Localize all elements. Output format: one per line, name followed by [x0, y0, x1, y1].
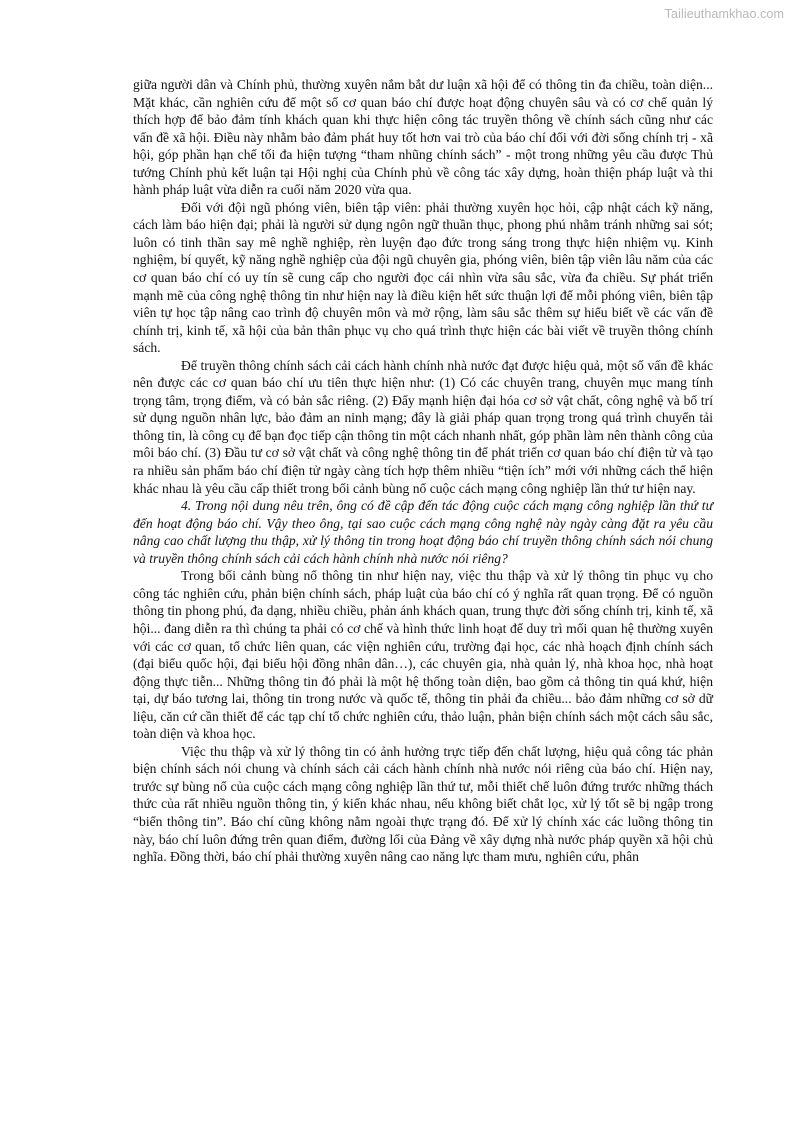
paragraph-reporters: Đối với đội ngũ phóng viên, biên tập viên: phải thường xuyên học hỏi, cập nhật cách kỹ năng, cách làm báo hiện đại; phải là người sử dụng ngôn ngữ thuần thục, phong phú nhằm tránh những sai sót; luôn có tinh thần say mê nghề nghiệp, rèn luyện đạo đức trong sáng trong thực hiện nhiệm vụ. Kinh nghiệm, bí quyết, kỹ năng nghề nghiệp của đội ngũ chuyên gia, phóng viên, biên tập viên lâu năm của các cơ quan báo chí có uy tín sẽ cung cấp cho người đọc cái nhìn vừa sâu sắc, vừa đa chiều. Sự phát triển mạnh mẽ của công nghệ thông tin như hiện nay là điều kiện hết sức thuận lợi để mỗi phóng viên, biên tập viên tự học tập nâng cao trình độ chuyên môn và mở rộng, làm sâu sắc thêm sự hiểu biết về các vấn đề chính trị, kinh tế, xã hội của bản thân phục vụ cho quá trình thực hiện các bài viết về truyền thông chính sách.	[133, 199, 713, 356]
watermark: Tailieuthamkhao.com	[664, 7, 784, 21]
paragraph-information-context: Trong bối cảnh bùng nổ thông tin như hiện nay, việc thu thập và xử lý thông tin phục vụ cho công tác nghiên cứu, phản biện chính sách, pháp luật của báo chí có ý nghĩa rất quan trọng. Để có nguồn thông tin phong phú, đa dạng, nhiều chiều, phản ánh khách quan, trung thực đời sống chính trị, kinh tế, xã hội... đang diễn ra thì chúng ta phải có cơ chế và hình thức linh hoạt để duy trì mối quan hệ thường xuyên với các cơ quan, tổ chức liên quan, các viện nghiên cứu, trường đại học, các nhà hoạch định chính sách (đại biểu quốc hội, đại biểu hội đồng nhân dân…), các chuyên gia, nhà quản lý, nhà khoa học, nhà hoạt động thực tiễn... Những thông tin đó phải là một hệ thống toàn diện, bao gồm cả thông tin quá khứ, hiện tại, dự báo tương lai, thông tin trong nước và quốc tế, thông tin phải đa chiều... bảo đảm những cơ sở dữ liệu, căn cứ cần thiết để các tạp chí tổ chức nghiên cứu, thảo luận, phản biện chính sách một cách sâu sắc, toàn diện và khoa học.	[133, 568, 713, 742]
paragraph-continued: giữa người dân và Chính phủ, thường xuyên nắm bắt dư luận xã hội để có thông tin đa chiều, toàn diện... Mặt khác, cần nghiên cứu để một số cơ quan báo chí được hoạt động chuyên sâu và có cơ chế quản lý thích hợp để bảo đảm tính khách quan khi thực hiện công tác truyền thông về chính sách cũng như các vấn đề xã hội. Điều này nhằm bảo đảm phát huy tốt hơn vai trò của báo chí đối với đời sống chính trị - xã hội, góp phần hạn chế tối đa hiện tượng “tham nhũng chính sách” - một trong những yêu cầu được Thủ tướng Chính phủ kết luận tại Hội nghị của Chính phủ về công tác xây dựng, hoàn thiện pháp luật và thi hành pháp luật vừa diễn ra cuối năm 2020 vừa qua.	[133, 77, 713, 198]
paragraph-priorities: Để truyền thông chính sách cải cách hành chính nhà nước đạt được hiệu quả, một số vấn đề khác nên được các cơ quan báo chí ưu tiên thực hiện như: (1) Có các chuyên trang, chuyên mục mang tính trọng tâm, trọng điểm, và có bản sắc riêng. (2) Đẩy mạnh hiện đại hóa cơ sở vật chất, công nghệ và bố trí sử dụng nguồn nhân lực, bảo đảm an ninh mạng; đây là giải pháp quan trọng trong quá trình chuyển tải thông tin, là công cụ để bạn đọc tiếp cận thông tin một cách nhanh nhất, góp phần làm nên thành công của môi báo chí. (3) Đầu tư cơ sở vật chất và công nghệ thông tin để phát triển cơ quan báo chí điện tử và tạo ra nhiều sản phẩm báo chí điện tử ngày càng tích hợp thêm nhiều “tiện ích” mới với những cách thể hiện khác nhau là yêu cầu cấp thiết trong bối cảnh bùng nổ cuộc cách mạng công nghiệp lần thứ tư hiện nay.	[133, 357, 713, 496]
document-body	[133, 76, 713, 866]
interview-question: 4. Trong nội dung nêu trên, ông có đề cập đến tác động cuộc cách mạng công nghiệp lần thứ tư đến hoạt động báo chí. Vậy theo ông, tại sao cuộc cách mạng công nghệ này ngày càng đặt ra yêu cầu nâng cao chất lượng thu thập, xử lý thông tin trong hoạt động báo chí truyền thông chính sách nói chung và truyền thông chính sách cải cách hành chính nhà nước nói riêng?	[133, 498, 713, 566]
paragraph-information-processing: Việc thu thập và xử lý thông tin có ảnh hưởng trực tiếp đến chất lượng, hiệu quả công tác phản biện chính sách nói chung và chính sách cải cách hành chính nhà nước nói riêng của báo chí. Hiện nay, trước sự bùng nổ của cuộc cách mạng công nghiệp lần thứ tư, mỗi thiết chế luôn đứng trước những thách thức của rất nhiều nguồn thông tin, ý kiến khác nhau, nếu không biết chắt lọc, xử lý tốt sẽ bị ngập trong “biển thông tin”. Báo chí cũng không nằm ngoài thực trạng đó. Để xử lý chính xác các luồng thông tin này, báo chí luôn đứng trên quan điểm, đường lối của Đảng về xây dựng nhà nước pháp quyền xã hội chủ nghĩa. Đồng thời, báo chí phải thường xuyên nâng cao năng lực tham mưu, nghiên cứu, phân	[133, 743, 713, 865]
